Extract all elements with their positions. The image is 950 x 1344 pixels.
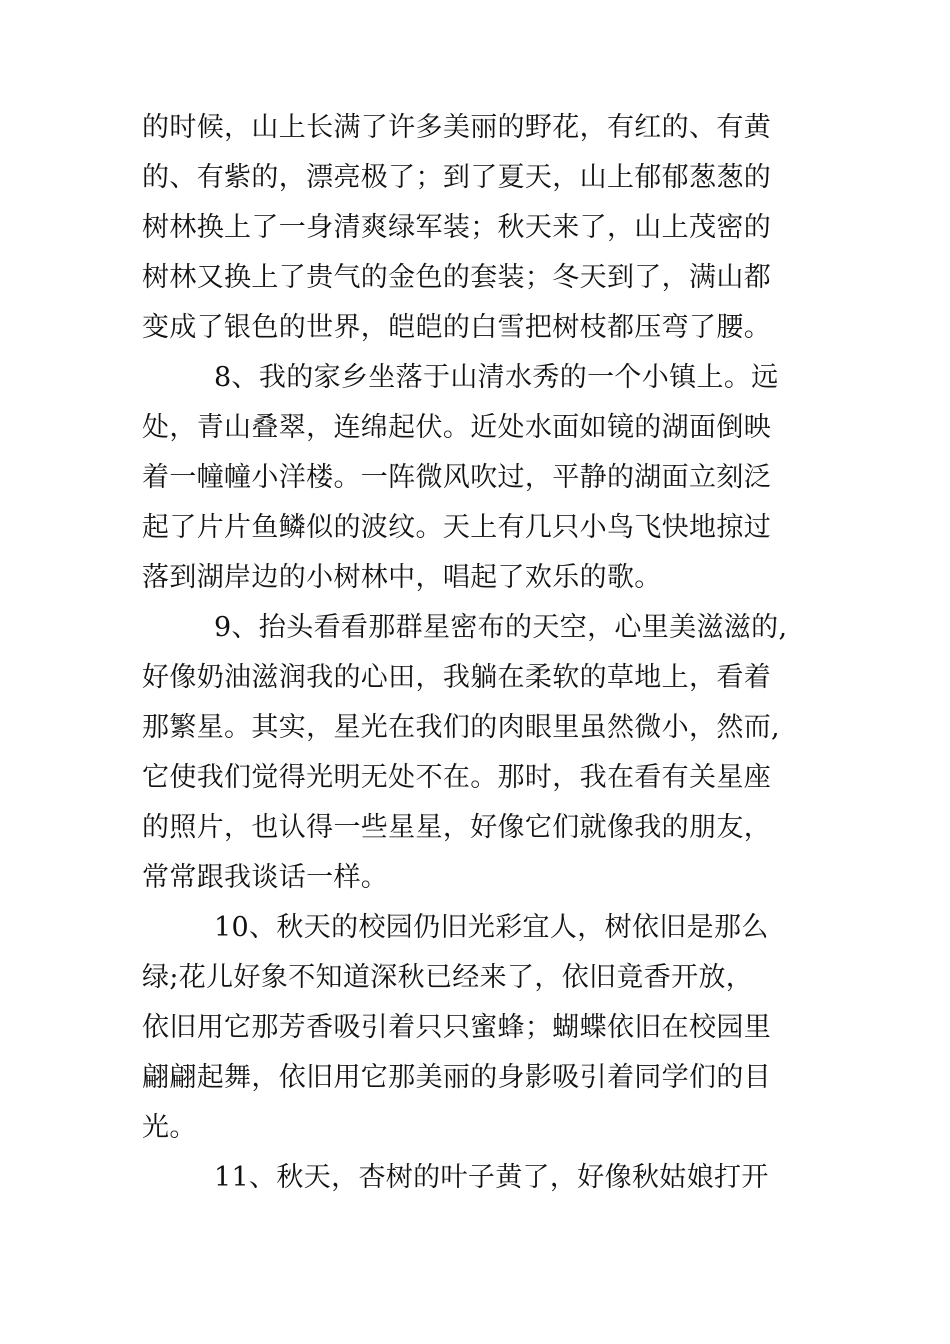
- text-line-first: 8、我的家乡坐落于山清水秀的一个小镇上。远: [214, 362, 779, 393]
- text-line: 好像奶油滋润我的心田，我躺在柔软的草地上，看着: [142, 662, 772, 693]
- text-line: 着一幢幢小洋楼。一阵微风吹过，平静的湖面立刻泛: [142, 462, 772, 493]
- text-line: 依旧用它那芳香吸引着只只蜜蜂；蝴蝶依旧在校园里: [142, 1012, 772, 1043]
- text-line-first: 9、抬头看看那群星密布的天空，心里美滋滋的,: [214, 612, 788, 643]
- text-line: 那繁星。其实，星光在我们的肉眼里虽然微小，然而,: [142, 712, 780, 743]
- text-line: 光。: [142, 1112, 197, 1143]
- text-line: 树林又换上了贵气的金色的套装；冬天到了，满山都: [142, 262, 772, 293]
- text-line: 的、有紫的，漂亮极了；到了夏天，山上郁郁葱葱的: [142, 162, 772, 193]
- text-line: 起了片片鱼鳞似的波纹。天上有几只小鸟飞快地掠过: [142, 512, 772, 543]
- text-line: 处，青山叠翠，连绵起伏。近处水面如镜的湖面倒映: [142, 412, 772, 443]
- text-line: 树林换上了一身清爽绿军装；秋天来了，山上茂密的: [142, 212, 772, 243]
- text-line: 绿;花儿好象不知道深秋已经来了，依旧竟香开放，: [142, 962, 754, 993]
- text-line-first: 11、秋天，杏树的叶子黄了，好像秋姑娘打开: [214, 1162, 769, 1193]
- text-line: 落到湖岸边的小树林中，唱起了欢乐的歌。: [142, 562, 662, 593]
- text-line-first: 10、秋天的校园仍旧光彩宜人，树依旧是那么: [214, 912, 769, 943]
- text-line: 的照片，也认得一些星星，好像它们就像我的朋友，: [142, 812, 772, 843]
- text-line: 它使我们觉得光明无处不在。那时，我在看有关星座: [142, 762, 772, 793]
- text-line: 变成了银色的世界，皑皑的白雪把树枝都压弯了腰。: [142, 312, 772, 343]
- text-line: 的时候，山上长满了许多美丽的野花，有红的、有黄: [142, 112, 772, 143]
- text-line: 常常跟我谈话一样。: [142, 862, 389, 893]
- text-line: 翩翩起舞，依旧用它那美丽的身影吸引着同学们的目: [142, 1062, 772, 1093]
